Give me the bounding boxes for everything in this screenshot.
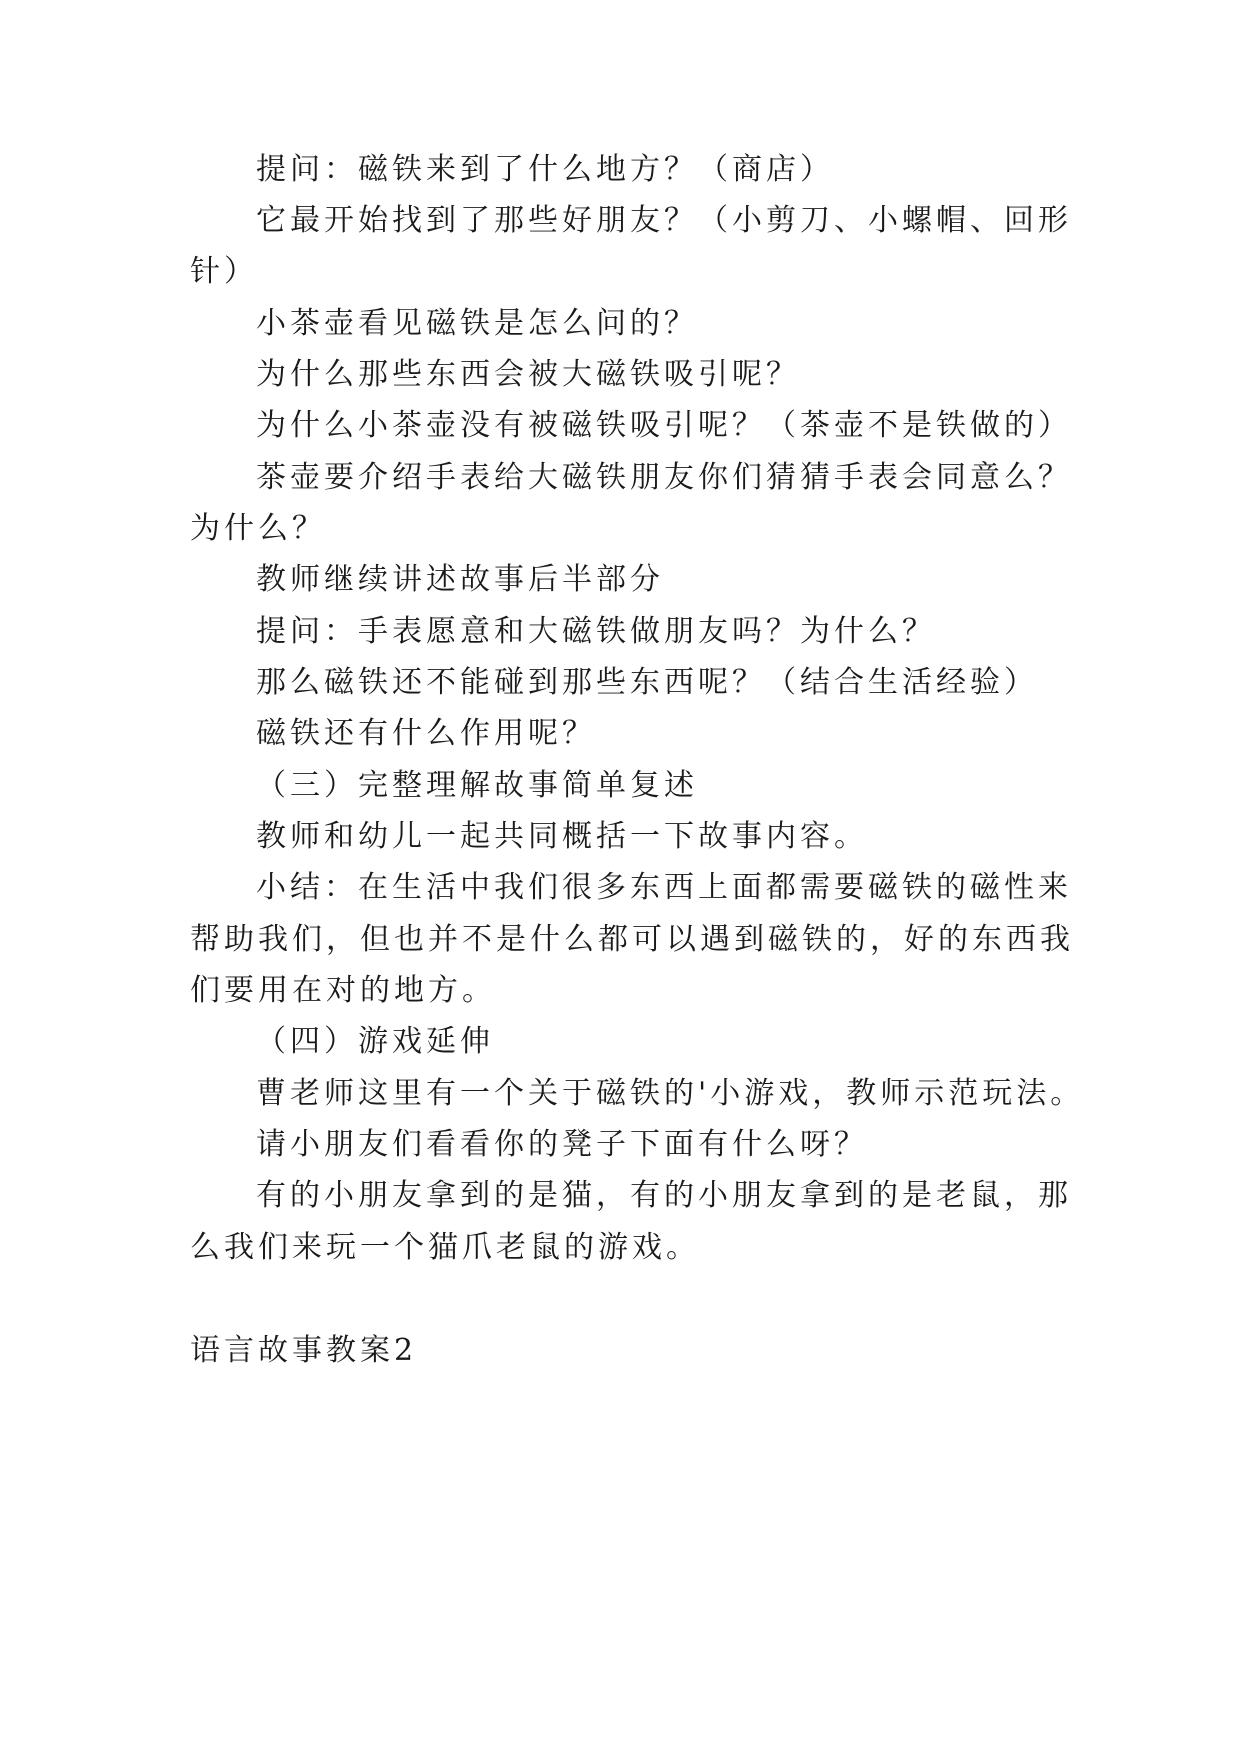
paragraph-line: 请小朋友们看看你的凳子下面有什么呀？ [256,1127,868,1162]
section-heading: （三）完整理解故事简单复述 [256,768,698,803]
paragraph-line: 有的小朋友拿到的是猫，有的小朋友拿到的是老鼠，那 [256,1178,1072,1213]
section-heading: （四）游戏延伸 [256,1024,494,1059]
paragraph-line: 们要用在对的地方。 [190,973,496,1008]
paragraph-line: 为什么那些东西会被大磁铁吸引呢？ [256,357,800,392]
paragraph-line: 小结：在生活中我们很多东西上面都需要磁铁的磁性来 [256,870,1072,905]
paragraph-line: 么我们来玩一个猫爪老鼠的游戏。 [190,1230,700,1265]
paragraph-line: 它最开始找到了那些好朋友？（小剪刀、小螺帽、回形 [256,203,1072,238]
paragraph-line: 茶壶要介绍手表给大磁铁朋友你们猜猜手表会同意么？ [256,460,1072,495]
paragraph-line: 教师继续讲述故事后半部分 [256,562,664,597]
paragraph-line: 帮助我们，但也并不是什么都可以遇到磁铁的，好的东西我 [190,922,1074,957]
paragraph-line: 为什么小茶壶没有被磁铁吸引呢？（茶壶不是铁做的） [256,408,1072,443]
section-title: 语言故事教案2 [190,1333,418,1368]
paragraph-line: 提问：磁铁来到了什么地方？（商店） [256,152,834,187]
paragraph-line: 提问：手表愿意和大磁铁做朋友吗？为什么？ [256,614,936,649]
paragraph-line: 为什么？ [190,511,326,546]
paragraph-line: 针） [190,254,258,289]
paragraph-line: 教师和幼儿一起共同概括一下故事内容。 [256,819,868,854]
paragraph-line: 曹老师这里有一个关于磁铁的'小游戏，教师示范玩法。 [256,1076,1085,1111]
paragraph-line: 小茶壶看见磁铁是怎么问的？ [256,306,698,341]
paragraph-line: 磁铁还有什么作用呢？ [256,716,596,751]
paragraph-line: 那么磁铁还不能碰到那些东西呢？（结合生活经验） [256,665,1038,700]
